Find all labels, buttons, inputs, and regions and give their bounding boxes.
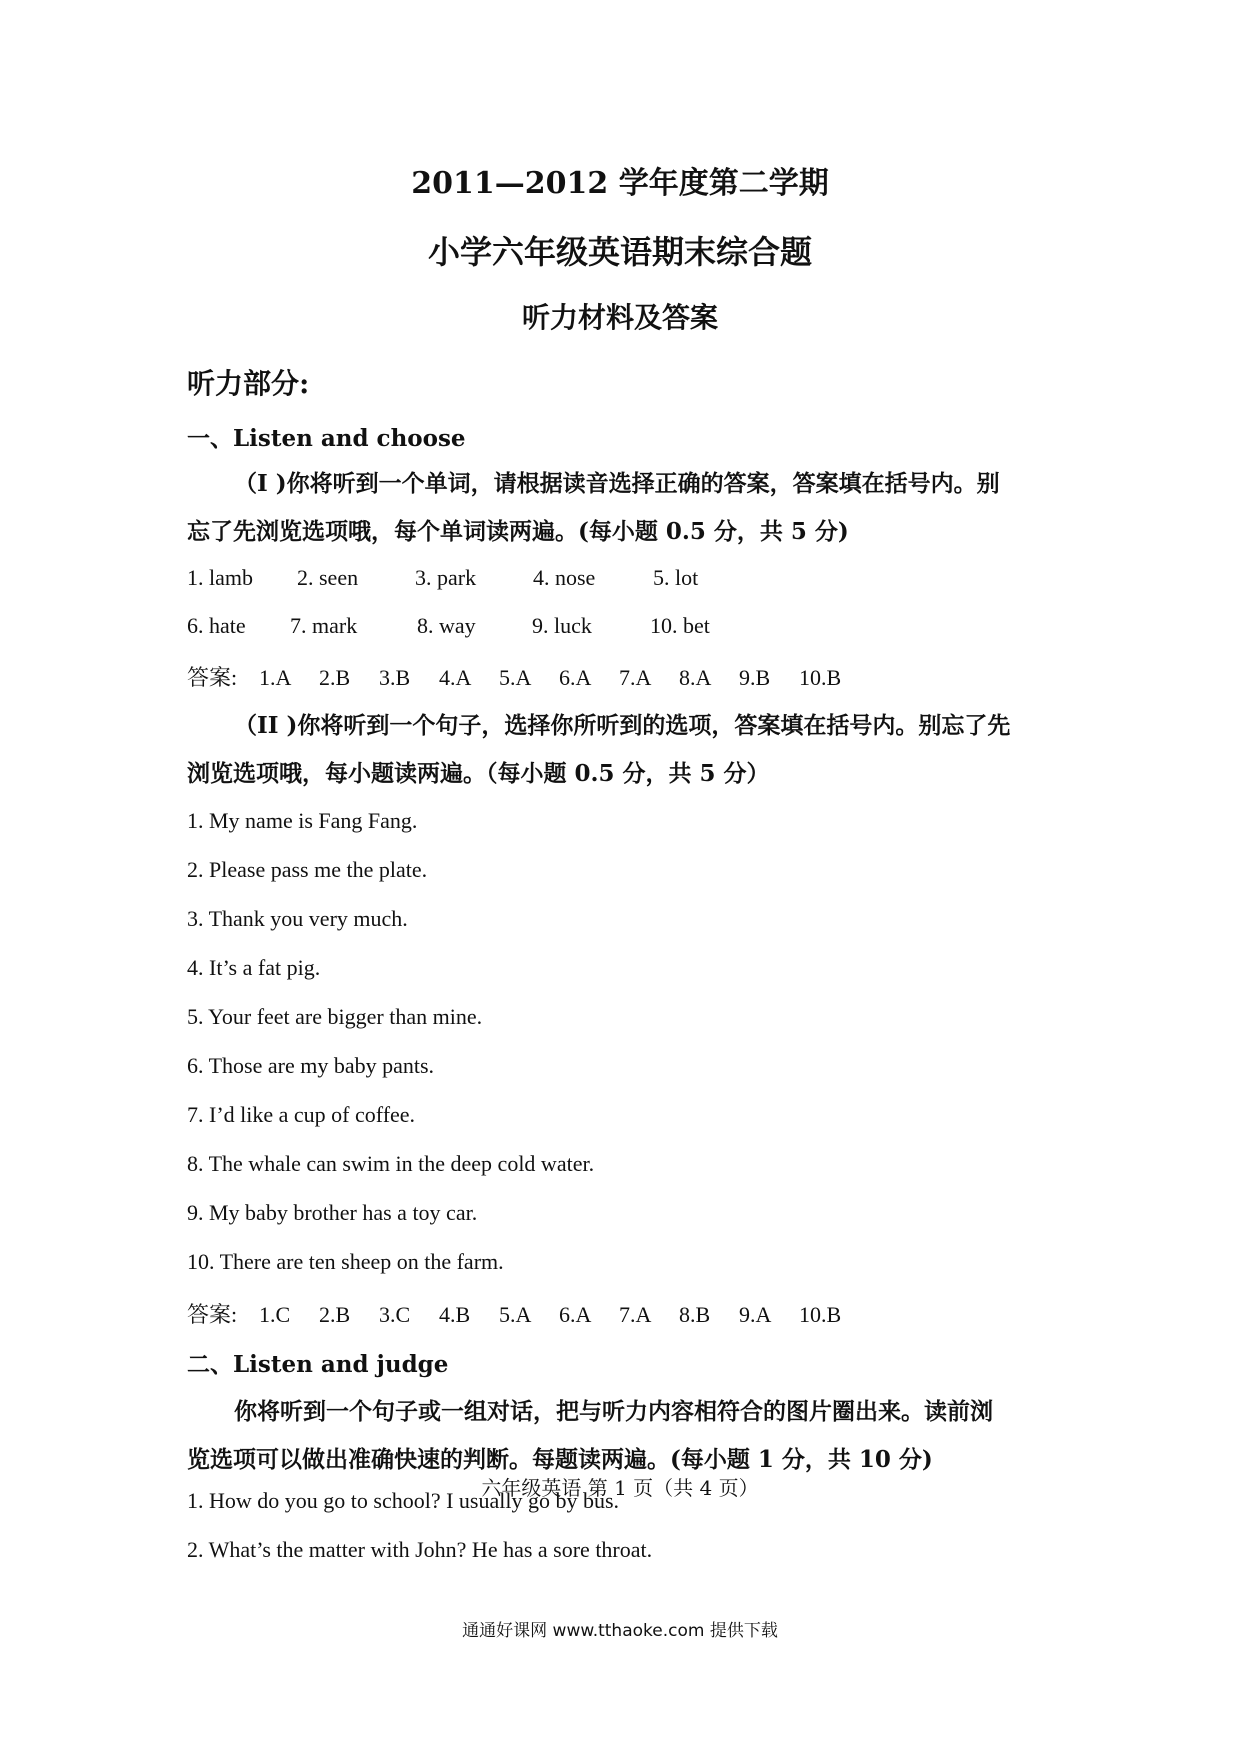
answer-item: 9.B (739, 665, 771, 690)
sentence-item: 9. My baby brother has a toy car. (187, 1200, 478, 1225)
answer-item: 3.B (379, 665, 411, 690)
section1-heading: 一、Listen and choose (187, 425, 466, 452)
answer-item: 1.A (259, 665, 292, 690)
sentence-item: 1. My name is Fang Fang. (187, 808, 418, 833)
word-item: 7. mark (290, 613, 358, 638)
answer-item: 5.A (499, 665, 532, 690)
answer-item: 8.B (679, 1302, 711, 1327)
words-row-2 (187, 613, 710, 639)
sentence-item: 3. Thank you very much. (187, 906, 408, 931)
answer-item: 4.B (439, 1302, 471, 1327)
sentence-item: 6. Those are my baby pants. (187, 1053, 435, 1078)
answer-item: 3.C (379, 1302, 411, 1327)
part2-instruction-line1: （II )你将听到一个句子，选择你所听到的选项，答案填在括号内。别忘了先 (234, 712, 1011, 739)
word-item: 2. seen (297, 565, 359, 590)
answer-item: 7.A (619, 1302, 652, 1327)
word-item: 6. hate (187, 613, 246, 638)
answer-label: 答案: (187, 1302, 238, 1327)
answer-item: 5.A (499, 1302, 532, 1327)
answer-item: 9.A (739, 1302, 772, 1327)
sentence-item: 2. Please pass me the plate. (187, 857, 428, 882)
word-item: 9. luck (532, 613, 592, 638)
sentence-item: 7. I’d like a cup of coffee. (187, 1102, 416, 1127)
sentence-item: 5. Your feet are bigger than mine. (187, 1004, 483, 1029)
section2-heading: 二、Listen and judge (187, 1351, 449, 1378)
answer-item: 8.A (679, 665, 712, 690)
listening-heading: 听力部分: (187, 367, 310, 400)
sentence-item: 10. There are ten sheep on the farm. (187, 1249, 504, 1274)
answer-item: 4.A (439, 665, 472, 690)
part1-instruction-line2: 忘了先浏览选项哦，每个单词读两遍。(每小题 0.5 分，共 5 分) (187, 518, 849, 545)
part1-instruction-line1: （I )你将听到一个单词，请根据读音选择正确的答案，答案填在括号内。别 (234, 470, 1000, 497)
answer-item: 2.B (319, 665, 351, 690)
answer-item: 6.A (559, 1302, 592, 1327)
section2-instruction-line2: 览选项可以做出准确快速的判断。每题读两遍。(每小题 1 分，共 10 分) (187, 1446, 933, 1473)
answer-item: 10.B (799, 665, 842, 690)
section2-instruction-line1: 你将听到一个句子或一组对话，把与听力内容相符合的图片圈出来。读前浏 (234, 1398, 993, 1425)
sentence-item: 4. It’s a fat pig. (187, 955, 321, 980)
judge-sentence-item: 2. What’s the matter with John? He has a sore throat. (187, 1537, 653, 1562)
word-item: 3. park (415, 565, 477, 590)
word-item: 4. nose (533, 565, 596, 590)
word-item: 1. lamb (187, 565, 253, 590)
title-subtitle: 听力材料及答案 (521, 301, 718, 334)
title-exam-name: 小学六年级英语期末综合题 (427, 233, 812, 271)
answer-item: 6.A (559, 665, 592, 690)
answer-label: 答案: (187, 665, 238, 690)
answer-item: 7.A (619, 665, 652, 690)
answer-item: 10.B (799, 1302, 842, 1327)
part1-answers (187, 661, 841, 692)
site-credit: 通通好课网 www.tthaoke.com 提供下载 (462, 1621, 778, 1641)
word-item: 8. way (417, 613, 476, 638)
words-row-1 (187, 565, 698, 591)
page-number-footer: 六年级英语 第 1 页（共 4 页） (481, 1476, 759, 1500)
word-item: 5. lot (653, 565, 699, 590)
sentence-item: 8. The whale can swim in the deep cold water. (187, 1151, 595, 1176)
part2-answers (187, 1298, 841, 1329)
word-item: 10. bet (650, 613, 710, 638)
judge-sentence-item: 1. How do you go to school? I usually go by bus. (187, 1488, 620, 1513)
answer-item: 1.C (259, 1302, 291, 1327)
title-school-year: 2011—2012 学年度第二学期 (411, 166, 829, 201)
part2-instruction-line2: 浏览选项哦，每小题读两遍。（每小题 0.5 分，共 5 分） (187, 760, 770, 787)
answer-item: 2.B (319, 1302, 351, 1327)
